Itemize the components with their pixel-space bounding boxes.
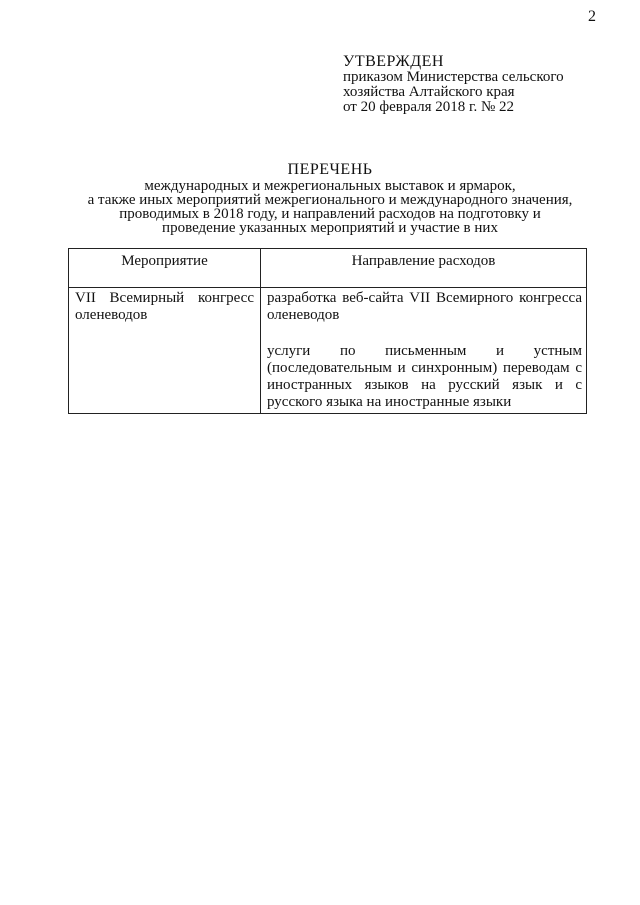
column-header-event: Мероприятие [69,249,261,288]
page-number: 2 [588,8,596,25]
event-cell: VII Всемирный конгресс оленеводов [69,288,261,414]
title-line-2: а также иных мероприятий межрегионального и международного значения, [87,192,573,208]
approved-heading: УТВЕРЖДЕН [343,53,444,70]
expense-item: разработка веб-сайта VII Всемирного конгресса оленеводов [267,290,582,323]
approval-line-2: хозяйства Алтайского края [343,84,515,100]
expenses-cell [261,288,587,414]
approval-line-1: приказом Министерства сельского [343,69,564,85]
title-line-1: международных и межрегиональных выставок и ярмарок, [144,178,516,194]
document-title-block [60,163,600,235]
approval-stamp-block [343,54,564,115]
events-expenses-table [68,248,587,414]
document-title: ПЕРЕЧЕНЬ [287,161,373,178]
expense-item: услуги по письменным и устным (последовательным и синхронным) переводам с иностранных языков на русский язык и с русского языка на иностранные языки [267,343,582,410]
approval-line-3: от 20 февраля 2018 г. № 22 [343,99,515,115]
table-row [69,288,587,414]
table-header-row [69,249,587,288]
title-line-3: проводимых в 2018 году, и направлений расходов на подготовку и [119,206,541,222]
column-header-expenses: Направление расходов [261,249,587,288]
title-line-4: проведение указанных мероприятий и участие в них [162,220,498,236]
